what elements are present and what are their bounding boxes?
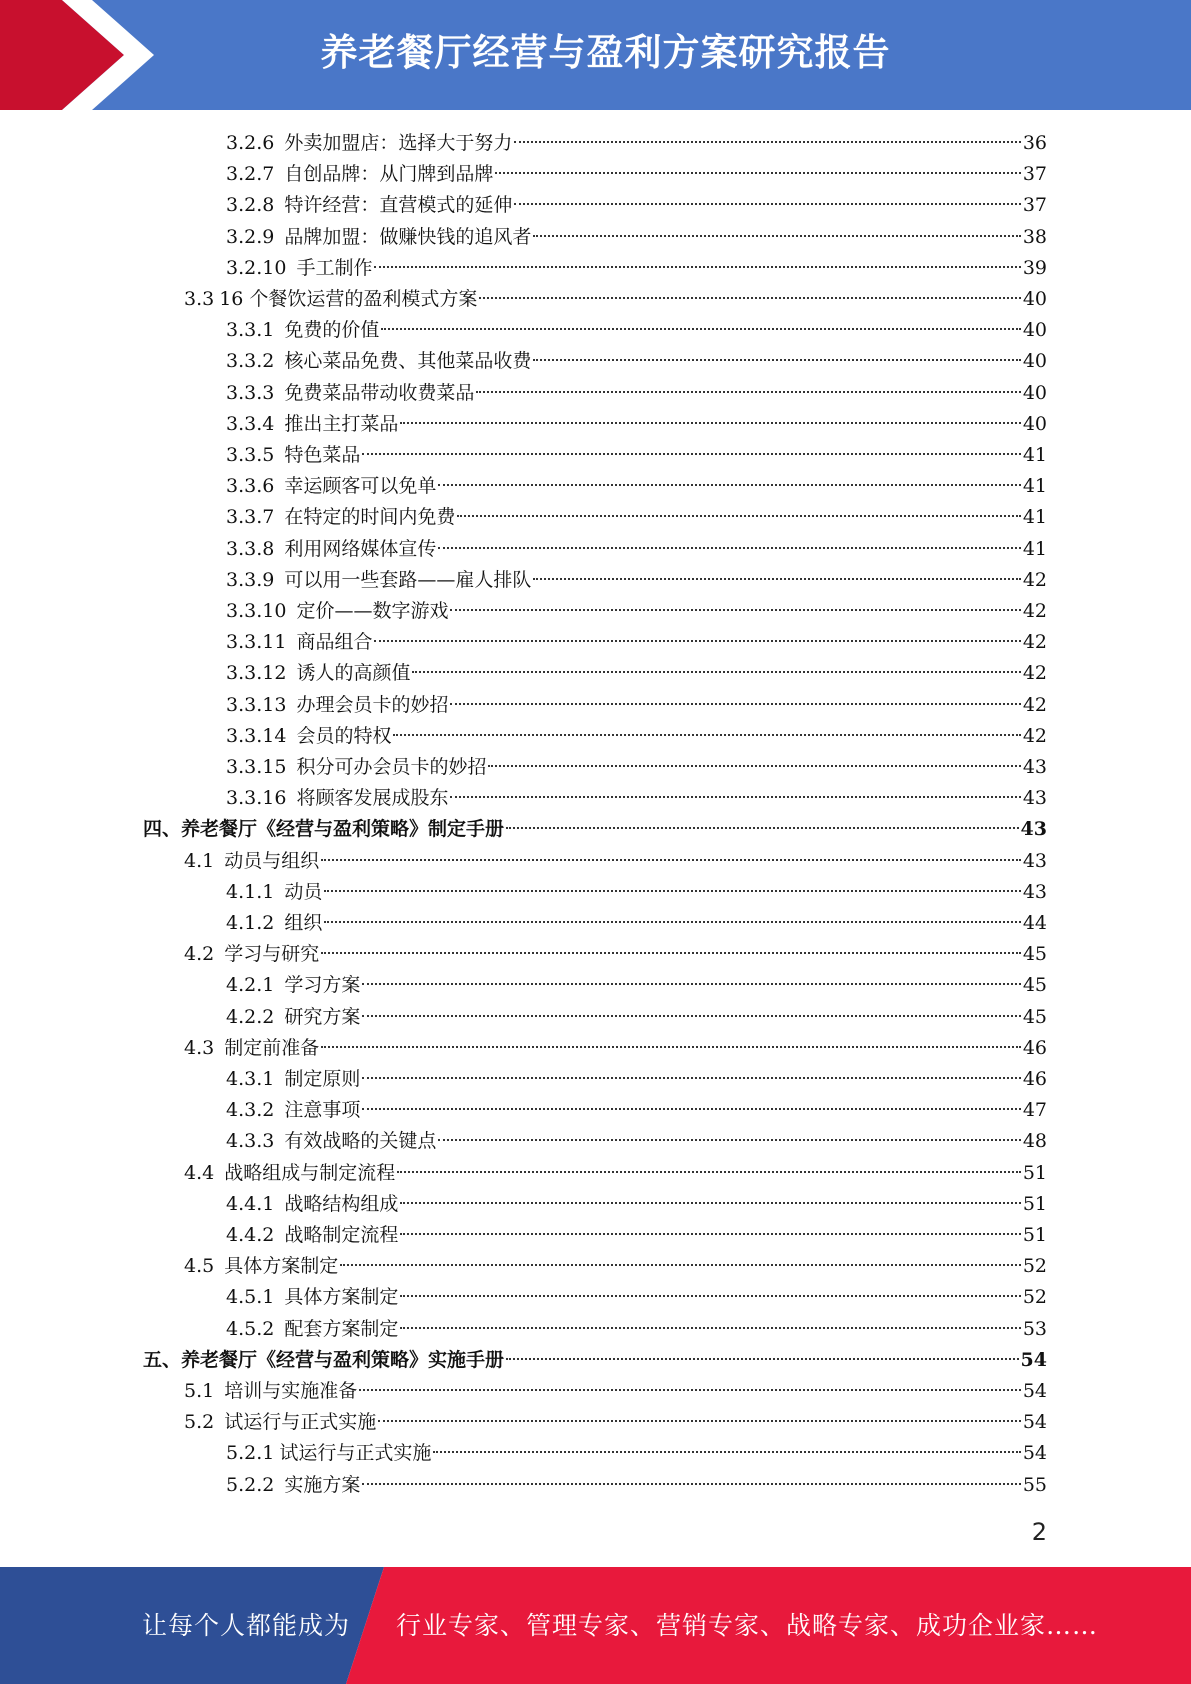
- toc-entry-title: 免费菜品带动收费菜品: [284, 381, 475, 404]
- toc-entry-page: 45: [1022, 974, 1047, 997]
- toc-entry-page: 53: [1022, 1317, 1047, 1340]
- toc-entry[interactable]: [226, 690, 1047, 721]
- toc-leader-dots: [479, 297, 1020, 299]
- toc-entry-page: 40: [1022, 319, 1047, 342]
- toc-entry-number: 4.3.1: [226, 1068, 275, 1090]
- toc-entry-title: 会员的特权: [296, 724, 392, 747]
- toc-entry-title: 具体方案制定: [284, 1286, 399, 1309]
- toc-entry-title: 商品组合: [296, 631, 373, 654]
- toc-entry-page: 43: [1022, 880, 1047, 903]
- toc-entry-number: 3.3: [184, 288, 215, 310]
- toc-entry-number: 3.3.14: [226, 724, 287, 747]
- toc-entry-page: 40: [1022, 350, 1047, 373]
- toc-entry[interactable]: [184, 1033, 1047, 1064]
- toc-entry-number: 3.3.2: [226, 350, 275, 373]
- toc-leader-dots: [488, 765, 1020, 767]
- toc-entry-title: 动员: [284, 880, 323, 903]
- toc-entry-page: 42: [1022, 568, 1047, 591]
- toc-entry-number: 4.2.1: [226, 974, 275, 997]
- toc-entry-title: 自创品牌：从门牌到品牌: [284, 163, 494, 186]
- toc-entry-title: 试运行与正式实施: [224, 1411, 377, 1434]
- toc-chapter-entry[interactable]: [143, 1345, 1047, 1376]
- toc-entry[interactable]: [226, 1095, 1047, 1126]
- toc-leader-dots: [433, 1451, 1020, 1453]
- toc-leader-dots: [362, 1483, 1020, 1485]
- toc-entry-number: 5.2.2: [226, 1473, 275, 1496]
- toc-entry-title: 将顾客发展成股东: [296, 787, 449, 810]
- toc-entry-number: 4.3: [184, 1036, 215, 1059]
- toc-entry-number: 4.1: [184, 849, 215, 872]
- toc-entry[interactable]: [226, 721, 1047, 752]
- toc-entry-number: 3.2.8: [226, 194, 275, 217]
- toc-entry[interactable]: [226, 565, 1047, 596]
- toc-entry-page: 40: [1022, 381, 1047, 404]
- toc-entry-title: 幸运顾客可以免单: [284, 475, 437, 498]
- toc-entry[interactable]: [226, 1220, 1047, 1251]
- toc-entry-number: 4.1.1: [226, 880, 275, 903]
- toc-entry-title: 五、养老餐厅《经营与盈利策略》实施手册: [143, 1348, 505, 1371]
- toc-entry[interactable]: [226, 877, 1047, 908]
- toc-entry-title: 可以用一些套路——雇人排队: [284, 568, 532, 591]
- toc-entry-page: 52: [1022, 1255, 1047, 1278]
- toc-entry[interactable]: [226, 1064, 1047, 1095]
- toc-leader-dots: [400, 1295, 1020, 1297]
- toc-entry-number: 3.3.8: [226, 537, 275, 560]
- toc-entry[interactable]: [184, 846, 1047, 877]
- toc-entry-page: 42: [1022, 693, 1047, 716]
- toc-entry-page: 41: [1022, 444, 1047, 466]
- toc-entry[interactable]: [226, 409, 1047, 440]
- toc-entry[interactable]: [226, 128, 1047, 159]
- toc-entry-page: 42: [1022, 600, 1047, 622]
- toc-leader-dots: [321, 859, 1021, 861]
- toc-entry-title: 制定原则: [284, 1068, 361, 1090]
- toc-entry[interactable]: [226, 1314, 1047, 1345]
- toc-entry-number: 3.3.5: [226, 444, 275, 466]
- toc-entry-page: 43: [1022, 756, 1047, 778]
- toc-entry[interactable]: [226, 752, 1047, 783]
- toc-leader-dots: [321, 952, 1021, 954]
- toc-entry-title: 办理会员卡的妙招: [296, 693, 449, 716]
- toc-entry-page: 43: [1022, 787, 1047, 810]
- toc-leader-dots: [374, 266, 1020, 268]
- toc-leader-dots: [362, 453, 1020, 455]
- toc-leader-dots: [450, 796, 1020, 798]
- toc-leader-dots: [438, 1139, 1020, 1141]
- toc-entry[interactable]: [226, 783, 1047, 814]
- toc-entry-page: 41: [1022, 475, 1047, 498]
- toc-entry-number: 4.4.2: [226, 1224, 275, 1246]
- toc-entry[interactable]: [226, 1126, 1047, 1157]
- toc-entry-title: 试运行与正式实施: [279, 1442, 432, 1465]
- toc-leader-dots: [450, 609, 1020, 611]
- toc-entry-title: 培训与实施准备: [224, 1380, 358, 1402]
- toc-entry-page: 51: [1022, 1161, 1047, 1184]
- toc-leader-dots: [378, 1420, 1021, 1422]
- toc-leader-dots: [362, 1108, 1020, 1110]
- page-header: [0, 0, 1191, 110]
- toc-entry-title: 制定前准备: [224, 1036, 320, 1059]
- toc-entry[interactable]: [226, 222, 1047, 253]
- toc-entry[interactable]: [226, 658, 1047, 689]
- toc-entry-title: 配套方案制定: [284, 1317, 399, 1340]
- toc-leader-dots: [324, 890, 1020, 892]
- toc-entry-page: 37: [1022, 194, 1047, 217]
- toc-entry-number: 3.3.13: [226, 693, 287, 716]
- toc-entry-number: 3.3.7: [226, 506, 275, 529]
- toc-entry-page: 46: [1022, 1068, 1047, 1090]
- toc-entry-number: 5.1: [184, 1380, 215, 1402]
- toc-leader-dots: [514, 203, 1020, 205]
- toc-entry-page: 36: [1022, 132, 1047, 154]
- toc-entry-number: 4.3.2: [226, 1099, 275, 1122]
- toc-entry[interactable]: [184, 284, 1047, 315]
- toc-entry-title: 手工制作: [296, 256, 373, 279]
- toc-leader-dots: [400, 1202, 1020, 1204]
- toc-entry-title: 研究方案: [284, 1005, 361, 1028]
- toc-entry-title: 品牌加盟：做赚快钱的追风者: [284, 225, 532, 248]
- toc-leader-dots: [514, 141, 1020, 143]
- toc-entry-page: 52: [1022, 1286, 1047, 1309]
- page-footer: [0, 1567, 1191, 1684]
- toc-entry-number: 4.5: [184, 1255, 215, 1278]
- toc-entry-number: 5.2.1: [226, 1442, 275, 1465]
- toc-entry-number: 4.5.2: [226, 1317, 275, 1340]
- toc-entry-number: 3.3.1: [226, 319, 275, 342]
- toc-entry-page: 40: [1022, 412, 1047, 435]
- toc-entry-title: 特色菜品: [284, 444, 361, 466]
- toc-entry-page: 54: [1020, 1348, 1047, 1371]
- toc-entry-title: 四、养老餐厅《经营与盈利策略》制定手册: [143, 818, 505, 841]
- toc-entry-number: 4.4: [184, 1161, 215, 1184]
- toc-entry-title: 战略结构组成: [284, 1192, 399, 1215]
- toc-leader-dots: [381, 328, 1020, 330]
- toc-leader-dots: [506, 827, 1019, 829]
- toc-entry[interactable]: [226, 159, 1047, 190]
- toc-entry-title: 学习方案: [284, 974, 361, 997]
- toc-entry-title: 积分可办会员卡的妙招: [296, 756, 487, 778]
- toc-leader-dots: [438, 547, 1020, 549]
- toc-entry[interactable]: [226, 253, 1047, 284]
- toc-entry[interactable]: [226, 1470, 1047, 1501]
- toc-leader-dots: [400, 422, 1020, 424]
- toc-entry-page: 38: [1022, 225, 1047, 248]
- toc-entry[interactable]: [184, 939, 1047, 970]
- toc-leader-dots: [495, 172, 1020, 174]
- toc-entry-page: 45: [1022, 943, 1047, 966]
- toc-entry-title: 战略组成与制定流程: [224, 1161, 396, 1184]
- toc-entry[interactable]: [184, 1376, 1047, 1407]
- toc-entry-title: 利用网络媒体宣传: [284, 537, 437, 560]
- toc-leader-dots: [321, 1046, 1021, 1048]
- toc-entry-page: 41: [1022, 506, 1047, 529]
- toc-entry-title: 具体方案制定: [224, 1255, 339, 1278]
- toc-entry-number: 3.2.10: [226, 256, 287, 279]
- toc-entry-page: 40: [1022, 288, 1047, 310]
- toc-entry-number: 3.2.9: [226, 225, 275, 248]
- toc-entry[interactable]: [226, 346, 1047, 377]
- toc-entry-page: 51: [1022, 1224, 1047, 1246]
- toc-entry[interactable]: [184, 1251, 1047, 1282]
- toc-chapter-entry[interactable]: [143, 814, 1047, 845]
- toc-entry-title: 核心菜品免费、其他菜品收费: [284, 350, 532, 373]
- toc-leader-dots: [362, 1015, 1020, 1017]
- toc-leader-dots: [438, 484, 1020, 486]
- toc-entry-page: 48: [1022, 1130, 1047, 1153]
- toc-entry-number: 3.3.15: [226, 756, 287, 778]
- toc-entry[interactable]: [226, 1282, 1047, 1313]
- toc-entry-page: 43: [1022, 849, 1047, 872]
- toc-entry[interactable]: [226, 596, 1047, 627]
- toc-entry-number: 3.3.9: [226, 568, 275, 591]
- toc-entry-title: 在特定的时间内免费: [284, 506, 456, 529]
- toc-leader-dots: [533, 235, 1020, 237]
- toc-entry-page: 42: [1022, 631, 1047, 654]
- toc-entry-page: 44: [1022, 912, 1047, 934]
- toc-entry-number: 3.3.6: [226, 475, 275, 498]
- toc-entry[interactable]: [226, 970, 1047, 1001]
- toc-entry-title: 有效战略的关键点: [284, 1130, 437, 1153]
- toc-entry-title: 16 个餐饮运营的盈利模式方案: [219, 288, 478, 310]
- toc-entry-number: 4.5.1: [226, 1286, 275, 1309]
- toc-entry-title: 实施方案: [284, 1473, 361, 1496]
- toc-leader-dots: [374, 640, 1020, 642]
- toc-entry[interactable]: [226, 378, 1047, 409]
- toc-leader-dots: [412, 671, 1020, 673]
- toc-leader-dots: [393, 734, 1020, 736]
- toc-entry-page: 41: [1022, 537, 1047, 560]
- toc-entry-title: 动员与组织: [224, 849, 320, 872]
- toc-entry-title: 战略制定流程: [284, 1224, 399, 1246]
- toc-leader-dots: [340, 1264, 1021, 1266]
- toc-entry-title: 特许经营：直营模式的延伸: [284, 194, 513, 217]
- toc-entry[interactable]: [226, 190, 1047, 221]
- toc-entry-page: 39: [1022, 256, 1047, 279]
- toc-leader-dots: [533, 578, 1020, 580]
- footer-slogan-right: 行业专家、管理专家、营销专家、战略专家、成功企业家……: [396, 1611, 1099, 1640]
- toc-entry-page: 54: [1022, 1380, 1047, 1402]
- toc-entry-number: 4.2.2: [226, 1005, 275, 1028]
- toc-entry-page: 54: [1022, 1411, 1047, 1434]
- toc-entry-title: 外卖加盟店：选择大于努力: [284, 132, 513, 154]
- page-number: 2: [1031, 1518, 1047, 1546]
- toc-entry[interactable]: [226, 534, 1047, 565]
- toc-entry-number: 3.3.12: [226, 662, 287, 685]
- toc-leader-dots: [362, 983, 1020, 985]
- footer-slogan-left: 让每个人都能成为: [142, 1611, 351, 1640]
- toc-leader-dots: [476, 391, 1020, 393]
- toc-entry-number: 4.3.3: [226, 1130, 275, 1153]
- toc-entry[interactable]: [226, 502, 1047, 533]
- toc-entry-number: 3.3.3: [226, 381, 275, 404]
- toc-entry-title: 注意事项: [284, 1099, 361, 1122]
- toc-leader-dots: [450, 703, 1020, 705]
- toc-entry[interactable]: [226, 1438, 1047, 1469]
- toc-entry[interactable]: [226, 1189, 1047, 1220]
- toc-entry-page: 46: [1022, 1036, 1047, 1059]
- toc-entry-page: 54: [1022, 1442, 1047, 1465]
- toc-entry-page: 55: [1022, 1473, 1047, 1496]
- toc-entry[interactable]: [226, 908, 1047, 939]
- toc-entry-number: 3.3.16: [226, 787, 287, 810]
- toc-entry-number: 3.3.11: [226, 631, 287, 654]
- header-title: 养老餐厅经营与盈利方案研究报告: [320, 31, 891, 74]
- toc-entry-title: 推出主打菜品: [284, 412, 399, 435]
- toc-entry-number: 4.4.1: [226, 1192, 275, 1215]
- toc-entry[interactable]: [184, 1158, 1047, 1189]
- toc-leader-dots: [359, 1389, 1021, 1391]
- toc-entry-number: 4.1.2: [226, 912, 275, 934]
- toc-leader-dots: [400, 1327, 1020, 1329]
- toc-entry[interactable]: [226, 315, 1047, 346]
- toc-entry-number: 5.2: [184, 1411, 215, 1434]
- toc-entry-title: 免费的价值: [284, 319, 380, 342]
- toc-leader-dots: [506, 1358, 1019, 1360]
- toc-entry-number: 3.3.10: [226, 600, 287, 622]
- toc-entry-page: 43: [1020, 818, 1047, 841]
- toc-entry-title: 诱人的高颜值: [296, 662, 411, 685]
- toc-entry-number: 4.2: [184, 943, 215, 966]
- toc-entry[interactable]: [226, 627, 1047, 658]
- toc-leader-dots: [397, 1171, 1021, 1173]
- toc-entry-page: 42: [1022, 662, 1047, 685]
- toc-entry[interactable]: [226, 1002, 1047, 1033]
- toc-entry[interactable]: [226, 440, 1047, 471]
- toc-entry-title: 组织: [284, 912, 323, 934]
- toc-leader-dots: [400, 1233, 1020, 1235]
- toc-entry-number: 3.2.7: [226, 163, 275, 186]
- toc-entry-number: 3.3.4: [226, 412, 275, 435]
- toc-entry[interactable]: [226, 471, 1047, 502]
- toc-entry-title: 定价——数字游戏: [296, 600, 449, 622]
- toc-entry-page: 47: [1022, 1099, 1047, 1122]
- toc-leader-dots: [457, 515, 1020, 517]
- toc-entry-page: 45: [1022, 1005, 1047, 1028]
- toc-leader-dots: [533, 359, 1020, 361]
- toc-leader-dots: [324, 921, 1020, 923]
- toc-entry-title: 学习与研究: [224, 943, 320, 966]
- toc-entry-page: 42: [1022, 724, 1047, 747]
- toc-entry-page: 37: [1022, 163, 1047, 186]
- toc-entry[interactable]: [184, 1407, 1047, 1438]
- toc-leader-dots: [362, 1077, 1020, 1079]
- toc-entry-number: 3.2.6: [226, 132, 275, 154]
- toc-entry-page: 51: [1022, 1192, 1047, 1215]
